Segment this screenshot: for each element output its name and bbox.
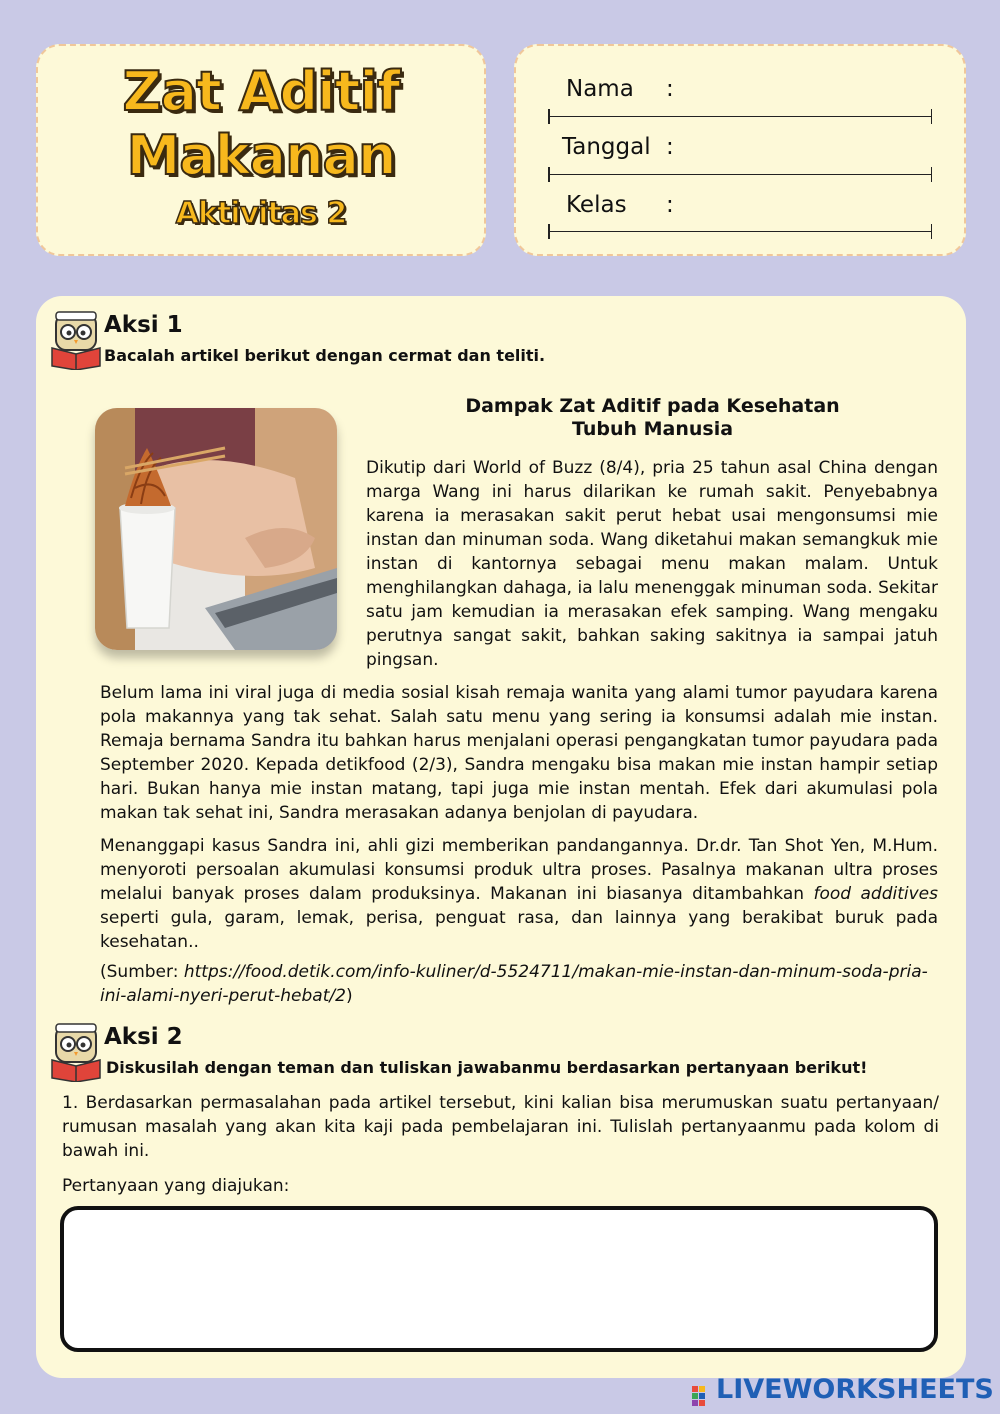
class-label: Kelas: [566, 192, 627, 218]
date-colon: :: [666, 134, 674, 160]
date-label: Tanggal: [562, 134, 651, 160]
source-url: https://food.detik.com/info-kuliner/d-5524711/makan-mie-instan-dan-minum-soda-pria-ini-alami-nyeri-perut-hebat/2: [100, 962, 928, 1006]
name-input-line[interactable]: [548, 116, 932, 117]
aksi2-title: Aksi 2: [104, 1024, 183, 1050]
paragraph3-italic: food additives: [813, 884, 938, 904]
class-input-line[interactable]: [548, 231, 932, 232]
class-colon: :: [666, 192, 674, 218]
worksheet-subtitle: Aktivitas 2: [175, 196, 347, 231]
article-title: [440, 395, 865, 441]
student-info-panel: [514, 44, 966, 256]
article-title-line2: Tubuh Manusia: [571, 418, 734, 440]
aksi2-instruction: Diskusilah dengan teman dan tuliskan jawabanmu berdasarkan pertanyaan berikut!: [106, 1058, 868, 1077]
aksi1-title: Aksi 1: [104, 312, 183, 338]
paragraph3-text-b: seperti gula, garam, lemak, perisa, penguat rasa, dan lainnya yang berakibat buruk pada kesehatan..: [100, 908, 938, 952]
title-panel: [36, 44, 486, 256]
name-label: Nama: [566, 76, 634, 102]
reading-mascot-icon: [48, 308, 104, 370]
source-suffix: ): [345, 986, 353, 1006]
article-title-line1: Dampak Zat Aditif pada Kesehatan: [465, 395, 840, 417]
worksheet-title-line1: Zat Aditif: [122, 60, 400, 123]
reading-mascot-icon: [48, 1020, 104, 1082]
noodle-cup-photo: [95, 408, 337, 650]
source-prefix: (Sumber:: [100, 962, 184, 982]
answer-input-box[interactable]: [60, 1206, 938, 1352]
paragraph3-text-a: Menanggapi kasus Sandra ini, ahli gizi memberikan pandangannya. Dr.dr. Tan Shot Yen, M.Hum. menyoroti persoalan akumulasi konsumsi produk ultra proses. Pasalnya makanan ultra proses melalui banyak proses dalam produksinya. Makanan ini biasanya ditambahkan: [100, 836, 938, 904]
liveworksheets-logo-icon: [692, 1376, 714, 1410]
date-input-line[interactable]: [548, 174, 932, 175]
worksheet-title-line2: Makanan: [126, 124, 396, 187]
article-paragraph-3: [100, 834, 938, 954]
article-paragraph-1: Dikutip dari World of Buzz (8/4), pria 25 tahun asal China dengan marga Wang ini harus dilarikan ke rumah sakit. Penyebabnya karena ia merasakan sakit perut hebat usai mengonsumsi mie instan dan minuman soda. Wang diketahui makan semangkuk mie instan di kantornya sebagai menu makan malam. Untuk menghilangkan dahaga, ia lalu menenggak minuman soda. Sekitar satu jam kemudian ia merasakan efek samping. Wang mengaku perutnya sangat sakit, bahkan saking sakitnya ia sampai jatuh pingsan.: [366, 458, 938, 670]
liveworksheets-brand[interactable]: LIVEWORKSHEETS: [716, 1374, 994, 1405]
article-source: [100, 960, 938, 1008]
aksi1-instruction: Bacalah artikel berikut dengan cermat dan teliti.: [104, 346, 546, 365]
answer-label: Pertanyaan yang diajukan:: [62, 1176, 290, 1196]
article-paragraph-2: Belum lama ini viral juga di media sosial kisah remaja wanita yang alami tumor payudara karena pola makannya yang tak sehat. Salah satu menu yang sering ia konsumsi adalah mie instan. Remaja bernama Sandra itu bahkan harus menjalani operasi pengangkatan tumor payudara pada September 2020. Kepada detikfood (2/3), Sandra mengaku bisa makan mie instan hampir setiap hari. Bukan hanya mie instan matang, tapi juga mie instan mentah. Efek dari akumulasi pola makan tak sehat ini, Sandra merasakan adanya benjolan di payudara.: [100, 683, 938, 823]
name-colon: :: [666, 76, 674, 102]
question-1: 1. Berdasarkan permasalahan pada artikel tersebut, kini kalian bisa merumuskan suatu pertanyaan/ rumusan masalah yang akan kita kaji pada pembelajaran ini. Tulislah pertanyaanmu pada kolom di bawah ini.: [62, 1093, 939, 1161]
